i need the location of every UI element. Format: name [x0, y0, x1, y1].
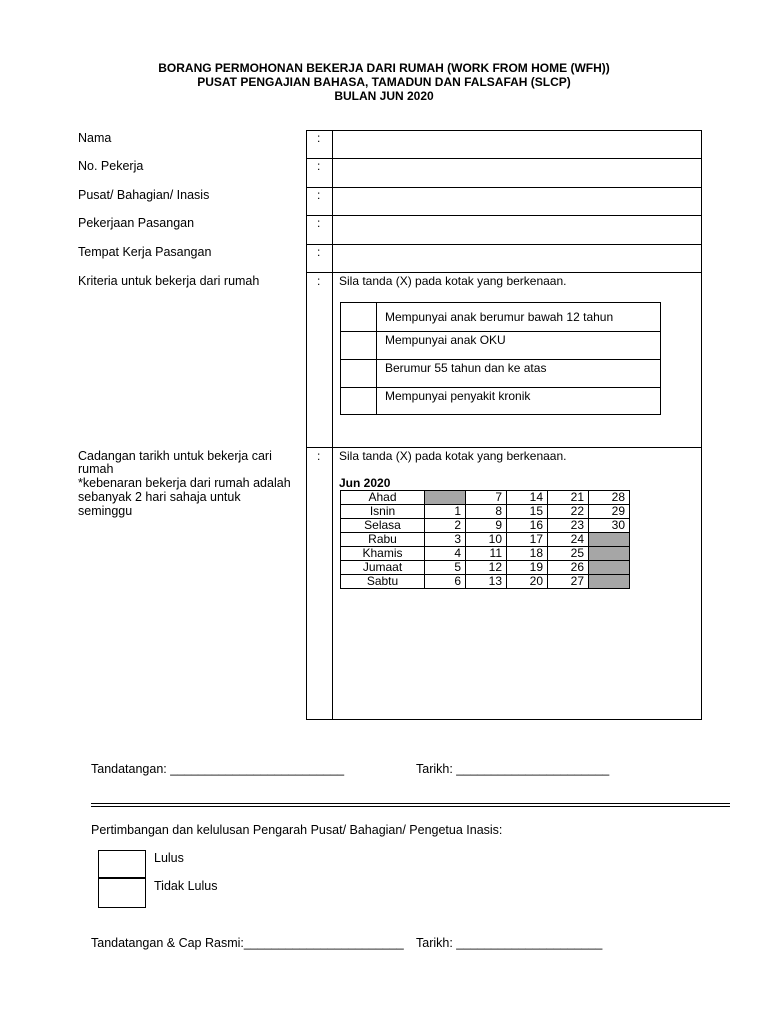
- signature-date-label[interactable]: Tarikh: ______________________: [416, 762, 610, 776]
- calendar-date-cell[interactable]: 18: [507, 547, 548, 561]
- field-label-cadangan-2: rumah: [78, 462, 114, 476]
- calendar-day-label: Rabu: [341, 533, 425, 547]
- divider: [91, 806, 730, 807]
- tidak-lulus-checkbox[interactable]: [98, 878, 146, 908]
- tidak-lulus-label: Tidak Lulus: [154, 879, 218, 893]
- calendar-date-cell[interactable]: 12: [466, 561, 507, 575]
- calendar-date-cell[interactable]: 24: [548, 533, 589, 547]
- calendar-date-cell[interactable]: 17: [507, 533, 548, 547]
- calendar-blank-cell: [589, 547, 630, 561]
- colon: :: [317, 216, 321, 230]
- colon: :: [317, 449, 321, 463]
- field-label-pusat: Pusat/ Bahagian/ Inasis: [78, 188, 210, 202]
- criteria-checkbox[interactable]: [341, 332, 377, 360]
- calendar-date-cell[interactable]: 26: [548, 561, 589, 575]
- calendar-date-cell[interactable]: 28: [589, 491, 630, 505]
- calendar-date-cell[interactable]: 21: [548, 491, 589, 505]
- criteria-table: [340, 302, 661, 415]
- calendar-date-cell[interactable]: 1: [425, 505, 466, 519]
- form-subtitle: PUSAT PENGAJIAN BAHASA, TAMADUN DAN FALSAFAH (SLCP): [197, 75, 571, 89]
- calendar-day-label: Isnin: [341, 505, 425, 519]
- nama-input[interactable]: [333, 131, 701, 158]
- criteria-option-label: Berumur 55 tahun dan ke atas: [385, 361, 547, 375]
- field-label-no-pekerja: No. Pekerja: [78, 159, 144, 173]
- note-line: seminggu: [78, 504, 133, 518]
- criteria-instruction: Sila tanda (X) pada kotak yang berkenaan.: [339, 274, 567, 288]
- form-title: BORANG PERMOHONAN BEKERJA DARI RUMAH (WORK FROM HOME (WFH)): [158, 61, 610, 75]
- colon: :: [317, 131, 321, 145]
- calendar-date-cell[interactable]: 23: [548, 519, 589, 533]
- field-label-cadangan: Cadangan tarikh untuk bekerja cari: [78, 449, 272, 463]
- approval-heading: Pertimbangan dan kelulusan Pengarah Pusat/ Bahagian/ Pengetua Inasis:: [91, 823, 503, 837]
- calendar-date-cell[interactable]: 3: [425, 533, 466, 547]
- calendar-date-cell[interactable]: 6: [425, 575, 466, 589]
- calendar-date-cell[interactable]: 9: [466, 519, 507, 533]
- calendar-date-cell[interactable]: 29: [589, 505, 630, 519]
- calendar-day-label: Jumaat: [341, 561, 425, 575]
- criteria-row: [341, 359, 660, 388]
- calendar-row: [341, 491, 630, 505]
- criteria-checkbox[interactable]: [341, 388, 377, 415]
- criteria-option-label: Mempunyai anak berumur bawah 12 tahun: [385, 310, 614, 324]
- calendar-row: [341, 505, 630, 519]
- calendar-date-cell[interactable]: 30: [589, 519, 630, 533]
- calendar-day-label: Ahad: [341, 491, 425, 505]
- calendar-date-cell[interactable]: 20: [507, 575, 548, 589]
- calendar-day-label: Sabtu: [341, 575, 425, 589]
- calendar-date-cell[interactable]: 8: [466, 505, 507, 519]
- calendar-day-label: Selasa: [341, 519, 425, 533]
- calendar-date-cell[interactable]: 27: [548, 575, 589, 589]
- note-line: sebanyak 2 hari sahaja untuk: [78, 490, 241, 504]
- calendar-date-cell[interactable]: 13: [466, 575, 507, 589]
- calendar-date-cell[interactable]: 5: [425, 561, 466, 575]
- pekerjaan-pasangan-input[interactable]: [333, 216, 701, 244]
- calendar-title: Jun 2020: [339, 476, 391, 490]
- form-month: BULAN JUN 2020: [334, 89, 434, 103]
- colon: :: [317, 274, 321, 288]
- tempat-kerja-input[interactable]: [333, 245, 701, 272]
- lulus-label: Lulus: [154, 851, 184, 865]
- calendar-blank-cell: [425, 491, 466, 505]
- calendar-row: [341, 547, 630, 561]
- lulus-checkbox[interactable]: [98, 850, 146, 878]
- calendar-row: [341, 561, 630, 575]
- no-pekerja-input[interactable]: [333, 159, 701, 187]
- official-date-label[interactable]: Tarikh: _____________________: [416, 936, 603, 950]
- criteria-row: [341, 303, 660, 331]
- signature-label[interactable]: Tandatangan: _________________________: [91, 762, 345, 776]
- criteria-row: [341, 387, 660, 415]
- calendar-date-cell[interactable]: 19: [507, 561, 548, 575]
- field-label-nama: Nama: [78, 131, 112, 145]
- official-signature-label[interactable]: Tandatangan & Cap Rasmi:_______________________: [91, 936, 404, 950]
- calendar-table: [340, 490, 630, 589]
- criteria-checkbox[interactable]: [341, 360, 377, 388]
- criteria-checkbox[interactable]: [341, 303, 377, 331]
- note-line: *kebenaran bekerja dari rumah adalah: [78, 476, 291, 490]
- calendar-date-cell[interactable]: 15: [507, 505, 548, 519]
- field-label-kriteria: Kriteria untuk bekerja dari rumah: [78, 274, 260, 288]
- criteria-option-label: Mempunyai anak OKU: [385, 333, 506, 347]
- field-label-tempat-kerja: Tempat Kerja Pasangan: [78, 245, 212, 259]
- calendar-date-cell[interactable]: 10: [466, 533, 507, 547]
- calendar-blank-cell: [589, 575, 630, 589]
- calendar-row: [341, 519, 630, 533]
- dates-instruction: Sila tanda (X) pada kotak yang berkenaan.: [339, 449, 567, 463]
- calendar-day-label: Khamis: [341, 547, 425, 561]
- colon: :: [317, 188, 321, 202]
- calendar-date-cell[interactable]: 25: [548, 547, 589, 561]
- calendar-blank-cell: [589, 561, 630, 575]
- criteria-row: [341, 331, 660, 360]
- field-label-pekerjaan-pasangan: Pekerjaan Pasangan: [78, 216, 195, 230]
- calendar-date-cell[interactable]: 11: [466, 547, 507, 561]
- calendar-row: [341, 575, 630, 589]
- calendar-blank-cell: [589, 533, 630, 547]
- calendar-row: [341, 533, 630, 547]
- divider: [91, 803, 730, 804]
- criteria-option-label: Mempunyai penyakit kronik: [385, 389, 531, 403]
- calendar-date-cell[interactable]: 16: [507, 519, 548, 533]
- calendar-date-cell[interactable]: 14: [507, 491, 548, 505]
- calendar-date-cell[interactable]: 22: [548, 505, 589, 519]
- calendar-date-cell[interactable]: 4: [425, 547, 466, 561]
- colon: :: [317, 245, 321, 259]
- calendar-date-cell[interactable]: 7: [466, 491, 507, 505]
- colon: :: [317, 159, 321, 173]
- pusat-input[interactable]: [333, 188, 701, 215]
- calendar-date-cell[interactable]: 2: [425, 519, 466, 533]
